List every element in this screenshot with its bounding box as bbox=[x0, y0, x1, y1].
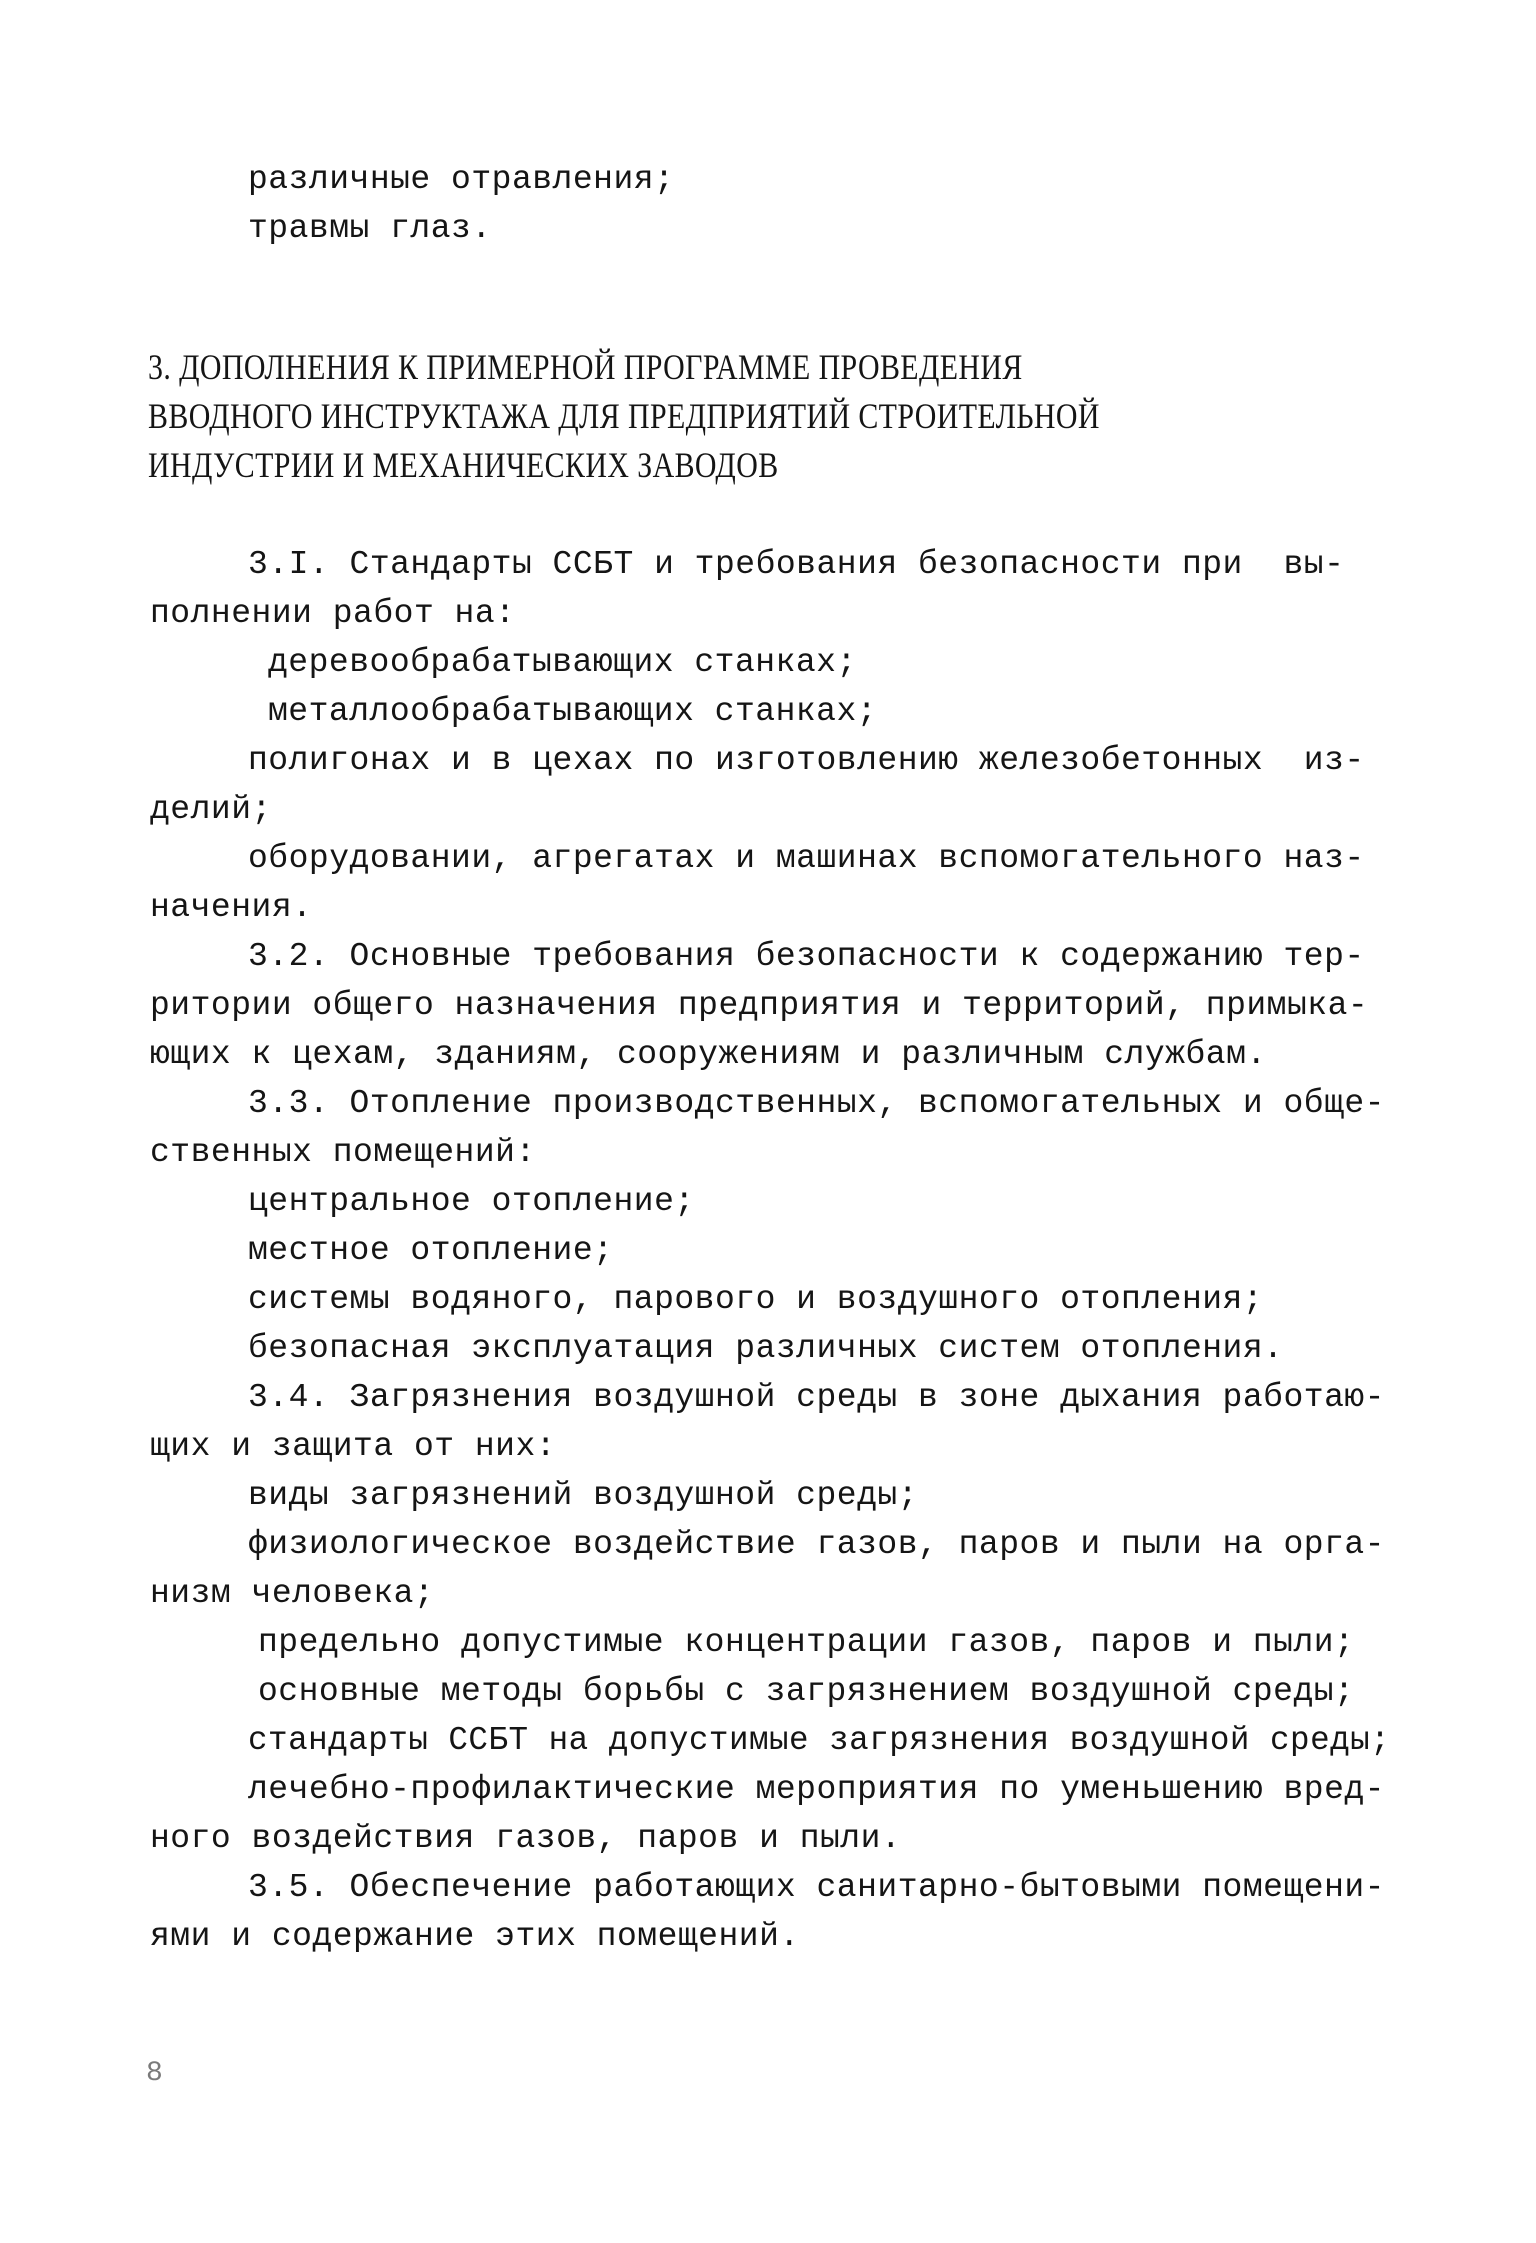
text-line: 3.5. Обеспечение работающих санитарно-бытовыми помещени- bbox=[248, 1869, 1385, 1906]
text-line: основные методы борьбы с загрязнением воздушной среды; bbox=[258, 1673, 1355, 1710]
text-line: делий; bbox=[150, 791, 272, 828]
page-number: 8 bbox=[146, 2058, 163, 2089]
text-line: щих и защита от них: bbox=[150, 1428, 557, 1465]
text-line: предельно допустимые концентрации газов, паров и пыли; bbox=[258, 1624, 1355, 1661]
text-line: начения. bbox=[150, 889, 313, 926]
text-line: ритории общего назначения предприятия и территорий, примыка- bbox=[150, 987, 1369, 1024]
text-line: оборудовании, агрегатах и машинах вспомогательного наз- bbox=[248, 840, 1365, 877]
text-line: полигонах и в цехах по изготовлению железобетонных из- bbox=[248, 742, 1365, 779]
text-line: ями и содержание этих помещений. bbox=[150, 1918, 800, 1955]
text-line: полнении работ на: bbox=[150, 595, 516, 632]
text-line: центральное отопление; bbox=[248, 1183, 695, 1220]
text-line: ственных помещений: bbox=[150, 1134, 536, 1171]
text-line: травмы глаз. bbox=[248, 210, 492, 247]
text-line: 3.2. Основные требования безопасности к содержанию тер- bbox=[248, 938, 1365, 975]
text-line: местное отопление; bbox=[248, 1232, 614, 1269]
text-line: виды загрязнений воздушной среды; bbox=[248, 1477, 919, 1514]
section-heading-line: ВВОДНОГО ИНСТРУКТАЖА ДЛЯ ПРЕДПРИЯТИЙ СТРОИТЕЛЬНОЙ bbox=[148, 396, 1100, 436]
section-heading-line: ИНДУСТРИИ И МЕХАНИЧЕСКИХ ЗАВОДОВ bbox=[148, 445, 779, 485]
text-line: лечебно-профилактические мероприятия по уменьшению вред- bbox=[248, 1771, 1385, 1808]
section-heading-line: 3. ДОПОЛНЕНИЯ К ПРИМЕРНОЙ ПРОГРАММЕ ПРОВЕДЕНИЯ bbox=[148, 347, 1023, 387]
text-line: 3.I. Стандарты ССБТ и требования безопасности при вы- bbox=[248, 546, 1345, 583]
text-line: металлообрабатывающих станках; bbox=[268, 693, 878, 730]
text-line: деревообрабатывающих станках; bbox=[268, 644, 857, 681]
text-line: безопасная эксплуатация различных систем отопления. bbox=[248, 1330, 1284, 1367]
text-line: низм человека; bbox=[150, 1575, 435, 1612]
text-line: ющих к цехам, зданиям, сооружениям и различным службам. bbox=[150, 1036, 1267, 1073]
text-line: 3.3. Отопление производственных, вспомогательных и обще- bbox=[248, 1085, 1385, 1122]
text-line: физиологическое воздействие газов, паров и пыли на орга- bbox=[248, 1526, 1385, 1563]
text-line: различные отравления; bbox=[248, 161, 675, 198]
text-line: ного воздействия газов, паров и пыли. bbox=[150, 1820, 902, 1857]
text-line: стандарты ССБТ на допустимые загрязнения воздушной среды; bbox=[248, 1722, 1391, 1759]
text-line: 3.4. Загрязнения воздушной среды в зоне дыхания работаю- bbox=[248, 1379, 1385, 1416]
text-line: системы водяного, парового и воздушного отопления; bbox=[248, 1281, 1264, 1318]
